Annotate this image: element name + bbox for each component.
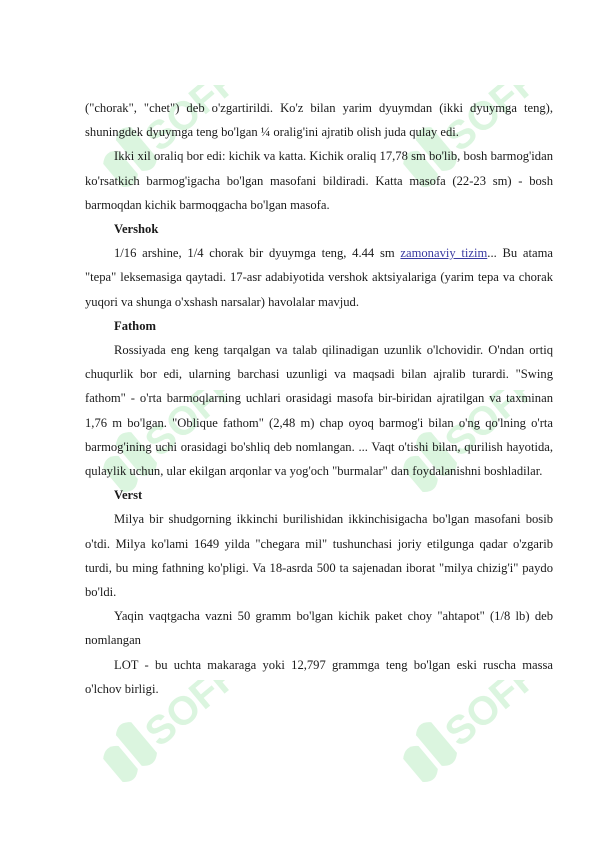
heading-fathom: Fathom: [114, 318, 156, 333]
paragraph-lot: LOT - bu uchta makaraga yoki 12,797 grammga teng bo'lgan eski ruscha massa o'lchov birligi.: [85, 657, 553, 696]
paragraph-verst: Milya bir shudgorning ikkinchi burilishidan ikkinchisigacha bo'lgan masofani bosib o'tdi. Milya ko'lami 1649 yilda "chegara mil" tushunchasi joriy etilgunga qadar o'zgarib turdi, bu ming fathning ko'pligi. Va 18-asrda 500 ta sajenadan iborat "milya chizig'i" paydo bo'ldi.: [85, 512, 553, 600]
svg-text:SOFF: SOFF: [437, 390, 540, 466]
paragraph-vershok-text-start: 1/16 arshine, 1/4 chorak bir dyuymga teng, 4.44 sm: [114, 246, 401, 261]
paragraph-oraliq: Ikki xil oraliq bor edi: kichik va katta. Kichik oraliq 17,78 sm bo'lib, bosh barmog'idan ko'rsatkich barmog'igacha bo'lgan masofani bildiradi. Katta masofa (22-23 sm) - bosh barmoqdan kichik barmoqgacha bo'lgan masofa.: [85, 149, 553, 212]
zamonaviy-tizim-link[interactable]: zamonaviy tizim: [400, 246, 488, 261]
paragraph-ahtapot: Yaqin vaqtgacha vazni 50 gramm bo'lgan kichik paket choy "ahtapot" (1/8 lb) deb nomlangan: [85, 609, 553, 648]
heading-verst: Verst: [114, 488, 143, 503]
paragraph-fathom: Rossiyada eng keng tarqalgan va talab qilinadigan uzunlik o'lchovidir. O'ndan ortiq chuqurlik bor edi, ularning barchasi uzunligi va maqsadi bilan ajralib turardi. "Swing fathom" - o'rta barmoqlarning uchlari orasidagi masofa bir-biridan ajratilgan va taxminan 1,76 m bo'lgan. "Oblique fathom" (2,48 m) chap oyoq barmog'i bilan o'ng qo'lning o'rta barmog'ining uchi orasidagi bo'shliq deb nomlangan. ... Vaqt o'tishi bilan, qurilish hayotida, qulaylik uchun, ular ekilgan arqonlar va yog'och "burmalar" dan foydalanishni boshladilar.: [85, 343, 553, 479]
paragraph-chorak: ("chorak", "chet") deb o'zgartirildi. Ko'z bilan yarim dyuymdan (ikki dyuymga teng), shuningdek dyuymga teng bo'lgan ¼ oralig'ini ajratib olish juda qulay edi.: [85, 101, 553, 140]
heading-vershok: Vershok: [114, 222, 159, 237]
paragraph-vershok-text-end: ... Bu atama "tepa" leksemasiga qaytadi. 17-asr adabiyotida vershok aktsiyalariga (yarim tepa va chorak yuqori va shunga o'xshash narsalar) havolalar mavjud.: [85, 246, 553, 309]
paragraph-vershok: [85, 241, 553, 314]
svg-text:SOFF: SOFF: [437, 680, 540, 756]
svg-text:SOFF: SOFF: [137, 85, 240, 161]
svg-text:SOFF: SOFF: [137, 390, 240, 466]
svg-text:SOFF: SOFF: [137, 680, 240, 756]
svg-text:SOFF: SOFF: [437, 85, 540, 161]
document-page: [85, 96, 553, 701]
